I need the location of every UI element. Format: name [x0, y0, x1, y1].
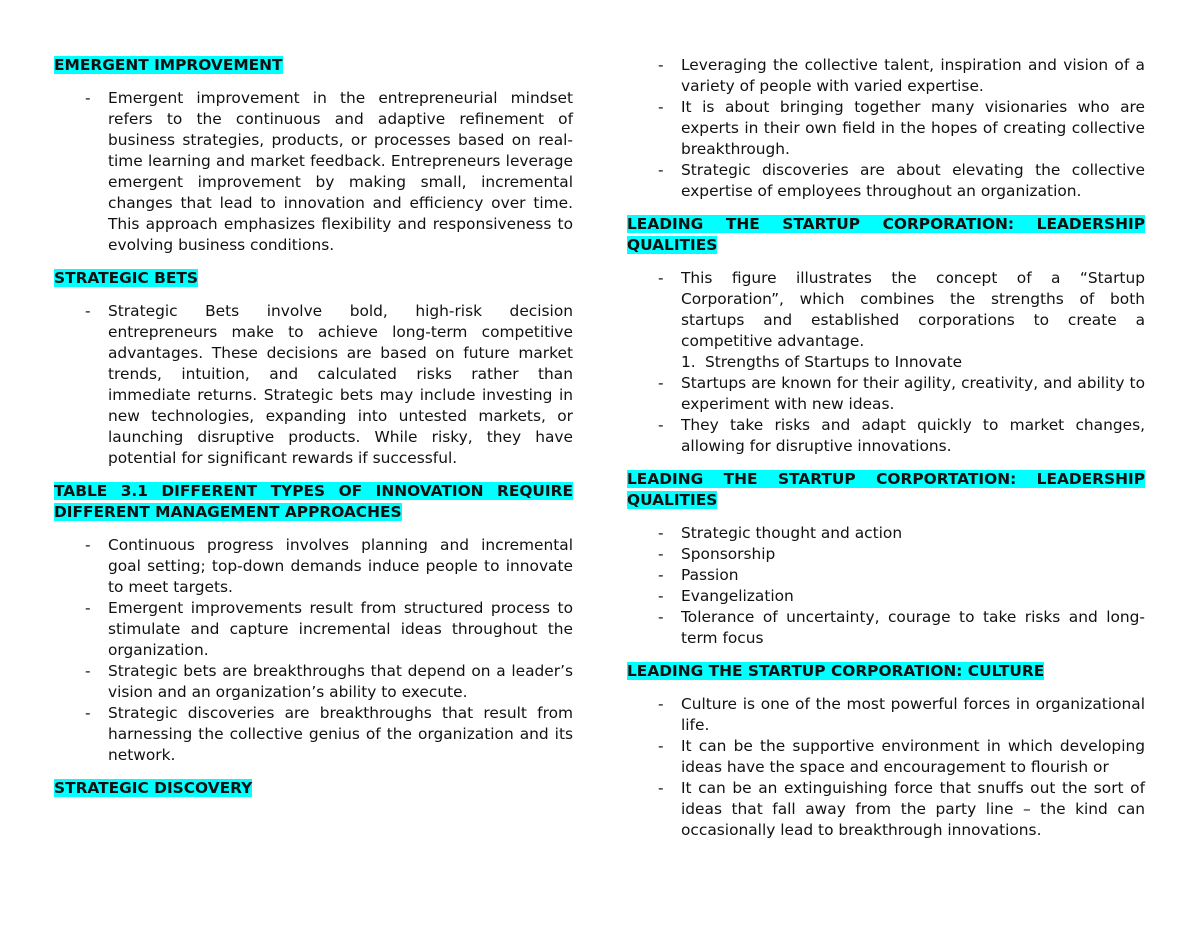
list-item: - It is about bringing together many visionaries who are experts in their own field in the hopes of creating collective breakthrough. [627, 97, 1145, 160]
list-item: - Culture is one of the most powerful forces in organizational life. [627, 694, 1145, 736]
section-strategic-discovery [54, 778, 573, 799]
list-item: - Tolerance of uncertainty, courage to take risks and long-term focus [627, 607, 1145, 649]
left-column [54, 55, 573, 811]
list-item: - Strategic discoveries are about elevating the collective expertise of employees throughout an organization. [627, 160, 1145, 202]
bullet-list [54, 88, 573, 256]
section-heading: TABLE 3.1 DIFFERENT TYPES OF INNOVATION REQUIRE DIFFERENT MANAGEMENT APPROACHES [54, 482, 573, 521]
list-item: - Emergent improvement in the entrepreneurial mindset refers to the continuous and adaptive refinement of business strategies, products, or processes based on real-time learning and market feedback. Entrepreneurs leverage emergent improvement by making small, incremental changes that lead to innovation and efficiency over time. This approach emphasizes flexibility and responsiveness to evolving business conditions. [54, 88, 573, 256]
item-number: 1. [681, 353, 696, 371]
section-strategic-discovery-continued [627, 55, 1145, 202]
section-heading: STRATEGIC BETS [54, 269, 199, 287]
bullet-list [627, 523, 1145, 649]
bullet-list [627, 268, 1145, 457]
numbered-item [627, 352, 1145, 373]
list-item: - Leveraging the collective talent, inspiration and vision of a variety of people with varied expertise. [627, 55, 1145, 97]
section-leadership-qualities-2 [627, 469, 1145, 649]
list-item: - It can be an extinguishing force that snuffs out the sort of ideas that fall away from the party line – the kind can occasionally lead to breakthrough innovations. [627, 778, 1145, 841]
section-emergent-improvement [54, 55, 573, 256]
list-item: - Startups are known for their agility, creativity, and ability to experiment with new ideas. [627, 373, 1145, 415]
list-item: - Strategic thought and action [627, 523, 1145, 544]
bullet-list [54, 301, 573, 469]
section-table-3-1 [54, 481, 573, 766]
list-item: - Emergent improvements result from structured process to stimulate and capture incremental ideas throughout the organization. [54, 598, 573, 661]
bullet-list [54, 535, 573, 766]
list-item: - They take risks and adapt quickly to market changes, allowing for disruptive innovations. [627, 415, 1145, 457]
bullet-list [627, 694, 1145, 841]
list-item: - Sponsorship [627, 544, 1145, 565]
section-leadership-qualities-1 [627, 214, 1145, 457]
numbered-item-text: Strengths of Startups to Innovate [705, 353, 963, 371]
list-item: - Continuous progress involves planning and incremental goal setting; top-down demands induce people to innovate to meet targets. [54, 535, 573, 598]
list-item: - Strategic discoveries are breakthroughs that result from harnessing the collective genius of the organization and its network. [54, 703, 573, 766]
section-heading: EMERGENT IMPROVEMENT [54, 56, 283, 74]
section-heading: LEADING THE STARTUP CORPORATION: LEADERSHIP QUALITIES [627, 215, 1145, 254]
list-item: - This figure illustrates the concept of a “Startup Corporation”, which combines the strengths of both startups and established corporations to create a competitive advantage. [627, 268, 1145, 352]
list-item: - Strategic bets are breakthroughs that depend on a leader’s vision and an organization’s ability to execute. [54, 661, 573, 703]
section-heading: LEADING THE STARTUP CORPORTATION: LEADERSHIP QUALITIES [627, 470, 1145, 509]
list-item: - It can be the supportive environment in which developing ideas have the space and encouragement to flourish or [627, 736, 1145, 778]
bullet-list [627, 55, 1145, 202]
list-item: - Evangelization [627, 586, 1145, 607]
right-column [627, 55, 1145, 853]
list-item: - Strategic Bets involve bold, high-risk decision entrepreneurs make to achieve long-term competitive advantages. These decisions are based on future market trends, intuition, and calculated risks rather than immediate returns. Strategic bets may include investing in new technologies, expanding into untested markets, or launching disruptive products. While risky, they have potential for significant rewards if successful. [54, 301, 573, 469]
section-heading: STRATEGIC DISCOVERY [54, 779, 253, 797]
section-strategic-bets [54, 268, 573, 469]
list-item: - Passion [627, 565, 1145, 586]
section-culture [627, 661, 1145, 841]
section-heading: LEADING THE STARTUP CORPORATION: CULTURE [627, 662, 1045, 680]
